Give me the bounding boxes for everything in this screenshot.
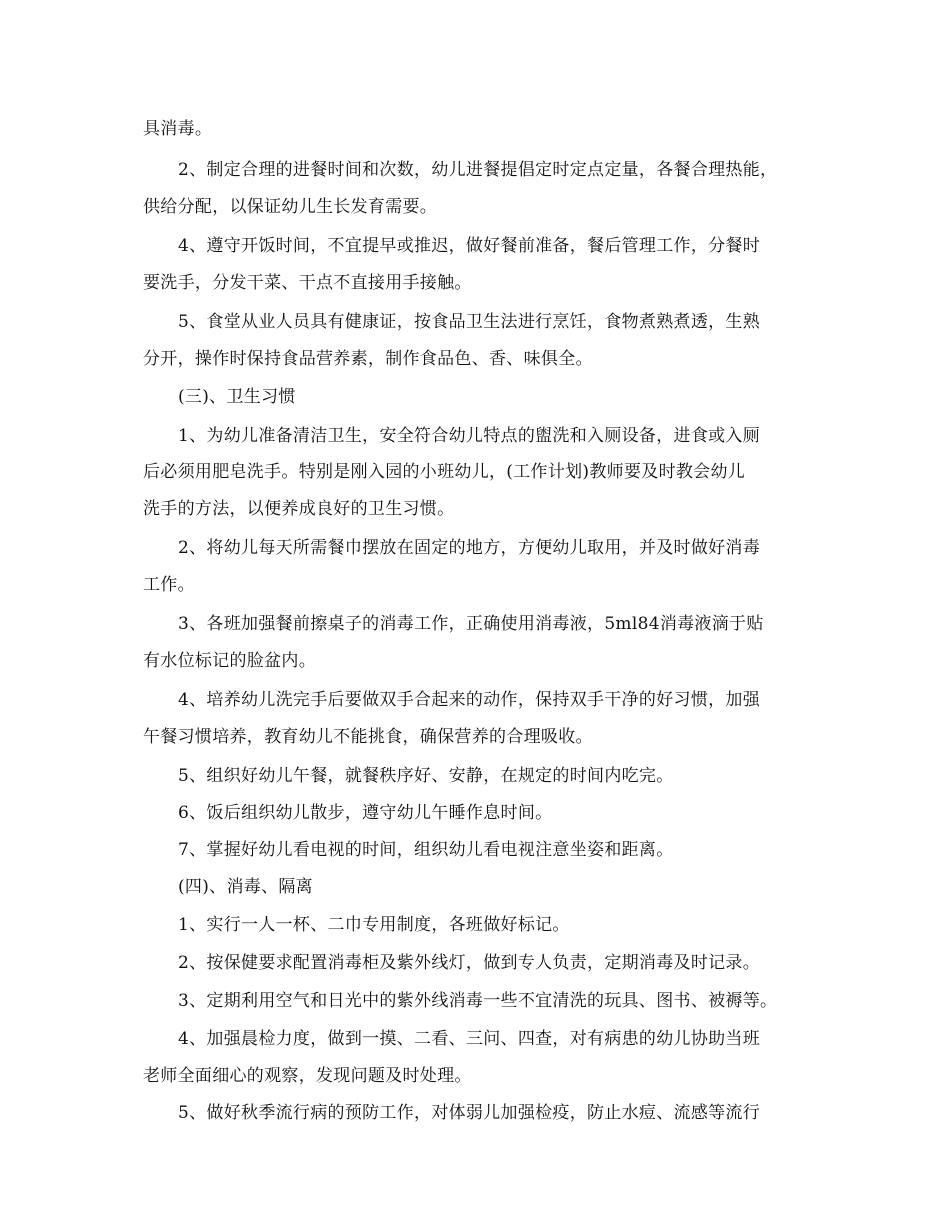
paragraph-line: 3、各班加强餐前擦桌子的消毒工作，正确使用消毒液，5ml84消毒液滴于贴 <box>178 614 764 634</box>
paragraph-line: 4、加强晨检力度，做到一摸、二看、三问、四查，对有病患的幼儿协助当班 <box>178 1029 761 1049</box>
text-line: 午餐习惯培养，教育幼儿不能挑食，确保营养的合理吸收。 <box>143 727 593 747</box>
text-line: 要洗手，分发干菜、干点不直接用手接触。 <box>143 273 472 293</box>
text-line: 后必须用肥皂洗手。特别是刚入园的小班幼儿，(工作计划)教师要及时教会幼儿 <box>143 462 746 482</box>
text-line: 洗手的方法，以便养成良好的卫生习惯。 <box>143 499 455 519</box>
paragraph-line: 2、制定合理的进餐时间和次数，幼儿进餐提倡定时定点定量，各餐合理热能， <box>178 160 778 180</box>
paragraph-line: 2、将幼儿每天所需餐巾摆放在固定的地方，方便幼儿取用，并及时做好消毒 <box>178 538 761 558</box>
text-line: 有水位标记的脸盆内。 <box>143 651 316 671</box>
paragraph-line: 5、做好秋季流行病的预防工作，对体弱儿加强检疫，防止水痘、流感等流行 <box>178 1103 761 1123</box>
paragraph-line: 2、按保健要求配置消毒柜及紫外线灯，做到专人负责，定期消毒及时记录。 <box>178 953 761 973</box>
paragraph-line: 4、培养幼儿洗完手后要做双手合起来的动作，保持双手干净的好习惯，加强 <box>178 690 761 710</box>
section-heading: (四)、消毒、隔离 <box>178 877 313 897</box>
paragraph-line: 1、实行一人一杯、二巾专用制度，各班做好标记。 <box>178 915 570 935</box>
text-line: 具消毒。 <box>143 119 213 139</box>
section-heading: (三)、卫生习惯 <box>178 387 296 407</box>
text-line: 供给分配，以保证幼儿生长发育需要。 <box>143 197 438 217</box>
paragraph-line: 6、饭后组织幼儿散步，遵守幼儿午睡作息时间。 <box>178 803 553 823</box>
text-line: 老师全面细心的观察，发现问题及时处理。 <box>143 1066 472 1086</box>
paragraph-line: 3、定期利用空气和日光中的紫外线消毒一些不宜清洗的玩具、图书、被褥等。 <box>178 991 778 1011</box>
paragraph-line: 4、遵守开饭时间，不宜提早或推迟，做好餐前准备，餐后管理工作，分餐时 <box>178 236 761 256</box>
paragraph-line: 5、食堂从业人员具有健康证，按食品卫生法进行烹饪，食物煮熟煮透，生熟 <box>178 312 761 332</box>
text-line: 工作。 <box>143 575 195 595</box>
paragraph-line: 1、为幼儿准备清洁卫生，安全符合幼儿特点的盥洗和入厕设备，进食或入厕 <box>178 426 761 446</box>
paragraph-line: 5、组织好幼儿午餐，就餐秩序好、安静，在规定的时间内吃完。 <box>178 766 674 786</box>
paragraph-line: 7、掌握好幼儿看电视的时间，组织幼儿看电视注意坐姿和距离。 <box>178 840 674 860</box>
text-line: 分开，操作时保持食品营养素，制作食品色、香、味俱全。 <box>143 349 593 369</box>
